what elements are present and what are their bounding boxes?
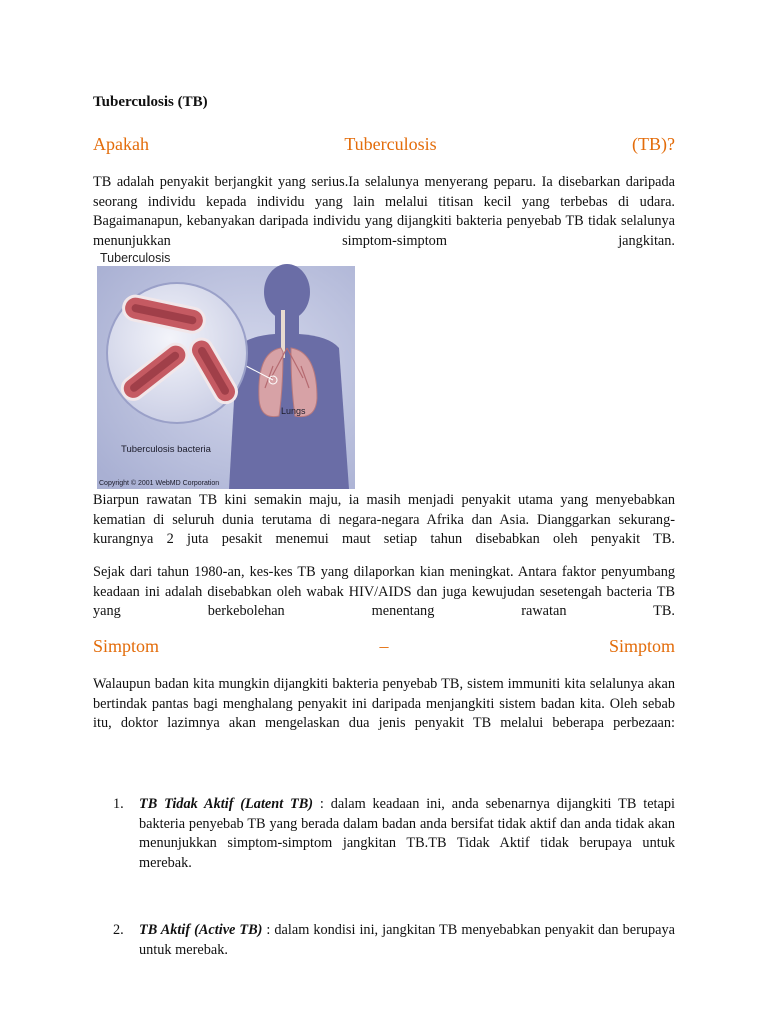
list-number: 1. xyxy=(113,796,124,812)
heading-word: Tuberculosis xyxy=(344,134,437,154)
list-term: TB Aktif (Active TB) xyxy=(139,922,263,938)
heading-symptoms xyxy=(93,636,675,657)
figure-title: Tuberculosis xyxy=(100,251,171,265)
list-text: : dalam kondisi ini, jangkitan TB menyebabkan penyakit dan berupaya untuk merebak. xyxy=(139,922,675,958)
heading-word: Apakah xyxy=(93,134,149,154)
heading-word: Simptom xyxy=(608,636,675,656)
immune-paragraph: Walaupun badan kita mungkin dijangkiti bakteria penyebab TB, sistem immuniti kita selalunya akan bertindak pantas bagi menghalang penyakit ini daripada menjangkiti sistem badan kita. Oleh sebab itu, doktor lazimnya akan mengelaskan dua jenis penyakit TB melalui beberapa perbezaan: xyxy=(93,676,675,731)
bacteria-illustration xyxy=(107,283,247,423)
treatment-paragraph: Biarpun rawatan TB kini semakin maju, ia masih menjadi penyakit utama yang menyebabkan kematian di seluruh dunia terutama di negara-negara Afrika dan Asia. Dianggarkan sekurang-kurangnya 2 juta pesakit menemui maut setiap tahun disebabkan oleh penyakit TB. xyxy=(93,492,675,547)
list-text: : dalam keadaan ini, anda sebenarnya dijangkiti TB tetapi bakteria penyebab TB yang berada dalam badan anda bersifat tidak aktif dan anda tidak akan menunjukkan simptom-simptom jangkitan TB.TB Tidak Aktif tidak berupaya untuk merebak. xyxy=(139,796,675,871)
list-item xyxy=(113,795,675,873)
heading-word: – xyxy=(379,636,389,656)
lungs-label: Lungs xyxy=(281,406,306,416)
tb-types-list-continued xyxy=(113,921,675,960)
figure-copyright: Copyright © 2001 WebMD Corporation xyxy=(99,480,220,487)
heading-what-is-tb xyxy=(93,134,675,155)
intro-paragraph: TB adalah penyakit berjangkit yang serius.Ia selalunya menyerang peparu. Ia disebarkan daripada seorang individu kepada individu yang lain melalui titisan kecil yang terbebas di udara. Bagaimanapun, kebanyakan daripada individu yang dijangkiti bakteria penyebab TB tidak selalunya menunjukkan simptom-simptom jangkitan. xyxy=(93,174,675,249)
list-number: 2. xyxy=(113,922,124,938)
bacteria-label: Tuberculosis bacteria xyxy=(121,444,211,455)
tb-types-list xyxy=(113,795,675,873)
heading-word: (TB)? xyxy=(632,134,675,154)
cases-paragraph: Sejak dari tahun 1980-an, kes-kes TB yang dilaporkan kian meningkat. Antara faktor penyumbang keadaan ini adalah disebabkan oleh wabak HIV/AIDS dan juga kewujudan sesetengah bacteria TB yang berkebolehan menentang rawatan TB. xyxy=(93,564,675,619)
document-title: Tuberculosis (TB) xyxy=(93,94,208,110)
tuberculosis-figure xyxy=(97,248,355,489)
heading-word: Simptom xyxy=(93,636,160,656)
list-term: TB Tidak Aktif (Latent TB) xyxy=(139,796,314,812)
list-item xyxy=(113,921,675,960)
